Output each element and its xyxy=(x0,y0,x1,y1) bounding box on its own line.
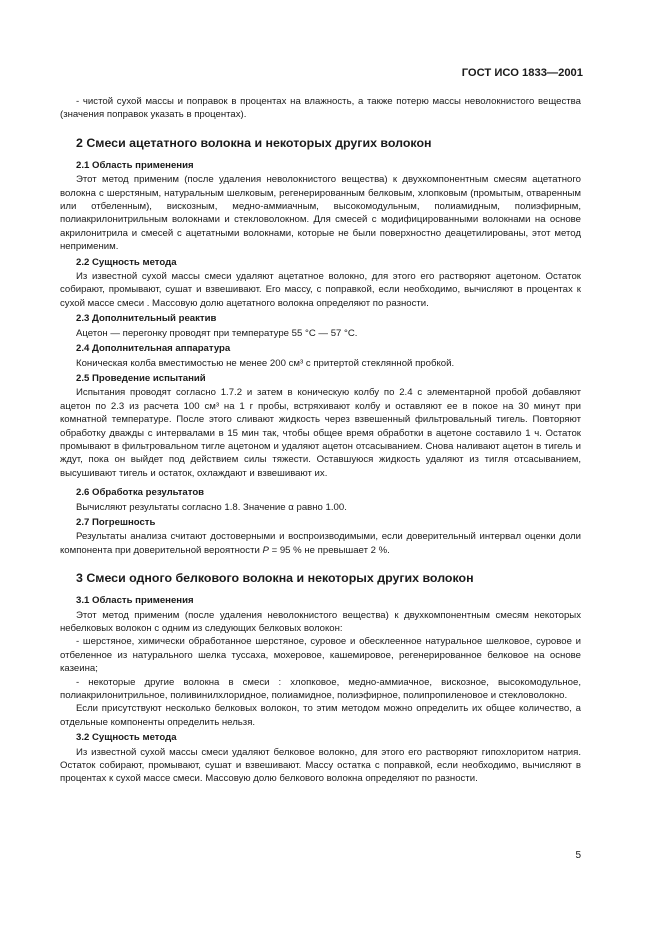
section-3-1-text-4: Если присутствуют несколько белковых волокон, то этим методом можно определить их общее количество, а отдельные компоненты определить нельзя. xyxy=(60,703,581,728)
section-3-1-text-3: - некоторые другие волокна в смеси : хлопковое, медно-аммиачное, вискозное, высокомодульное, полиакрилонитрильное, поливинилхлоридное, полиамидное, полиэфирное, полипропиленовое и стекловолокно. xyxy=(60,676,581,702)
section-2-3-text: Ацетон — перегонку проводят при температуре 55 °С — 57 °С. xyxy=(76,327,358,339)
section-2-4-heading: 2.4 Дополнительная аппаратура xyxy=(76,343,231,355)
section-2-5-text: Испытания проводят согласно 1.7.2 и затем в коническую колбу по 2.4 с элементарной пробой добавляют ацетон по 2.3 из расчета 100 см³ на 1 г пробы, встряхивают колбу и оставляют ее в покое на 30 минут при комнатной температуре. После этого сливают жидкость через взвешенный фильтровальный тигель. Повторяют обработку дважды с интервалами в 15 мин так, чтобы общее время обработки в ацетоне составило 1 ч. Остаток промывают в фильтровальном тигле ацетоном и удаляют ацетон отсасыванием. Снова наливают ацетон в тигель и ждут, пока он выйдет под действием силы тяжести. Оставшуюся жидкость удаляют из тигля отсасыванием, высушивают тигель и остаток, охлаждают и взвешивают их. xyxy=(60,387,581,479)
section-2-2-text: Из известной сухой массы смеси удаляют ацетатное волокно, для этого его растворяют ацетоном. Остаток собирают, промывают, сушат и взвешивают. Его массу, с поправкой, если необходимо, вычисляют в процентах к сухой массе смеси . Массовую долю ацетатного волокна определяют по разности. xyxy=(60,271,581,309)
alpha-symbol: α xyxy=(288,501,294,513)
section-2-3-heading: 2.3 Дополнительный реактив xyxy=(76,313,217,325)
section-3-1-text-2: - шерстяное, химически обработанное шерстяное, суровое и обесклеенное натуральное шелковое, суровое и отбеленное из натурального шелка туссаха, мохеровое, кашемировое, регенерированное белковое на основе казеина; xyxy=(60,636,581,675)
section-2-2-heading: 2.2 Сущность метода xyxy=(76,256,177,268)
section-3-1-text-1: Этот метод применим (после удаления неволокнистого вещества) к двухкомпонентным смесям некоторых небелковых волокон с одним из следующих белковых волокон: xyxy=(60,609,581,634)
p-symbol: P xyxy=(262,544,269,556)
document-body xyxy=(60,95,581,786)
section-2-1-heading: 2.1 Область применения xyxy=(76,159,194,171)
page-number: 5 xyxy=(575,850,581,861)
section-3-2-heading: 3.2 Сущность метода xyxy=(76,732,177,744)
section-2-heading: 2 Смеси ацетатного волокна и некоторых других волокон xyxy=(76,135,432,150)
section-2-6-text xyxy=(60,501,581,514)
section-2-7-text-after: = 95 % не превышает 2 %. xyxy=(268,544,390,556)
section-2-4-text: Коническая колба вместимостью не менее 200 см³ с притертой стеклянной пробкой. xyxy=(76,357,455,369)
section-3-2-text: Из известной сухой массы смеси удаляют белковое волокно, для этого его растворяют гипохлоритом натрия. Остаток собирают, промывают, сушат и взвешивают. Массу остатка с поправкой, если необходимо, вычисляют в процентах к сухой массе смеси. Массовую долю белкового волокна определяют по разности. xyxy=(60,746,581,785)
section-2-6-heading: 2.6 Обработка результатов xyxy=(76,487,205,499)
section-2-7-text-before: Результаты анализа считают достоверными и воспроизводимыми, если доверительный интервал оценки доли компонента при доверительной вероятности xyxy=(60,531,581,556)
section-3-1-heading: 3.1 Область применения xyxy=(76,595,194,607)
section-2-6-text-after: равно 1.00. xyxy=(293,501,347,513)
intro-paragraph: - чистой сухой массы и поправок в процентах на влажность, а также потерю массы неволокнистого вещества (значения поправок указать в процентах). xyxy=(60,96,581,121)
section-2-7-text xyxy=(60,530,581,557)
section-2-6-text-before: Вычисляют результаты согласно 1.8. Значение xyxy=(76,501,289,513)
section-2-1-text: Этот метод применим (после удаления неволокнистого вещества) к двухкомпонентным смесям ацетатного волокна с шерстяным, натуральным шелковым, регенерированным белковым, хлопковым (промытым, отваренным или отбеленным), вискозным, медно-аммиачным, высокомодульным, полиамидным, полиэфирным, полиакрилонитрильным волокнами и стекловолокном. Для смесей с модифицированными волокнами на основе акрилонитрила и смесей с ацетатными волокнами, которые не были поверхностно деацетилированы, этот метод неприменим. xyxy=(60,174,581,253)
section-3-heading: 3 Смеси одного белкового волокна и некоторых других волокон xyxy=(76,571,474,586)
section-2-5-heading: 2.5 Проведение испытаний xyxy=(76,372,206,384)
document-code: ГОСТ ИСО 1833—2001 xyxy=(461,67,583,79)
section-2-7-heading: 2.7 Погрешность xyxy=(76,516,156,528)
